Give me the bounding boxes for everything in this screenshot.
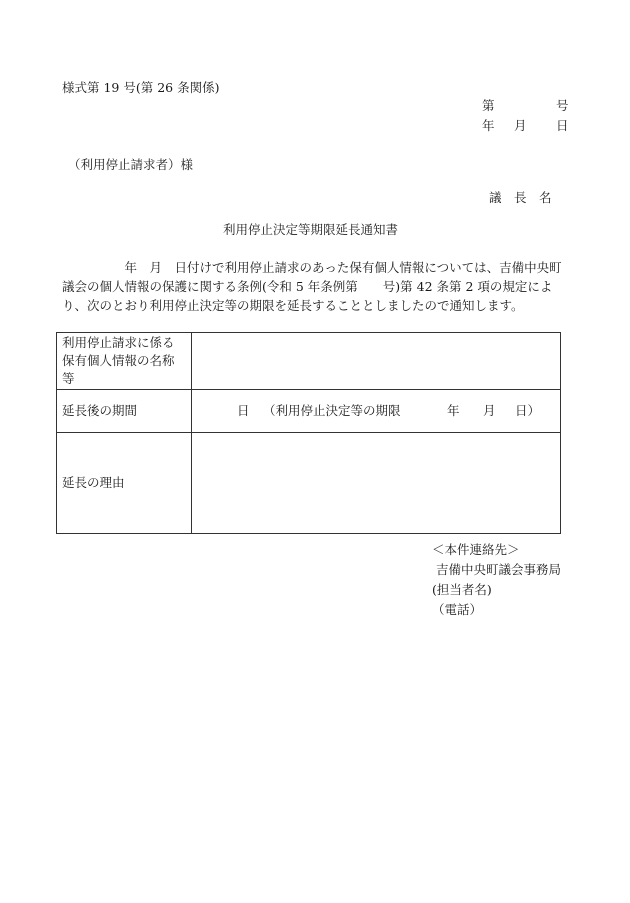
info-name-label [57, 333, 192, 390]
contact-office: 吉備中央町議会事務局 [436, 562, 562, 577]
period-deadline-label: （利用停止決定等の期限 [263, 403, 401, 418]
table-row [57, 433, 561, 534]
contact-person: (担当者名) [432, 582, 492, 597]
contact-phone: （電話） [432, 602, 483, 617]
date-month: 月 [514, 118, 527, 133]
extended-period-value [192, 390, 561, 433]
extended-period-label: 延長後の期間 [57, 390, 192, 433]
body-line-1: 年 月 日付けで利用停止請求のあった保有個人情報については、吉備中央町 [62, 260, 562, 275]
info-name-value [192, 333, 561, 390]
body-line-2: 議会の個人情報の保護に関する条例(令和 5 年条例第 号)第 42 条第 2 項の規定によ [62, 279, 553, 294]
form-number: 様式第 19 号(第 26 条関係) [62, 80, 220, 95]
label-line: 利用停止請求に係る [62, 335, 175, 350]
body-line-3: り、次のとおり利用停止決定等の期限を延長することとしましたので通知します。 [62, 298, 524, 313]
period-day: 日 [237, 403, 250, 418]
label-line: 保有個人情報の名称 [62, 353, 175, 368]
period-month: 月 [483, 403, 496, 418]
period-year: 年 [447, 403, 460, 418]
contact-block [418, 540, 561, 620]
label-line: 等 [62, 371, 75, 386]
date-day: 日 [556, 118, 569, 133]
body-text [62, 258, 572, 315]
contact-heading: ＜本件連絡先＞ [432, 542, 520, 557]
table-row [57, 390, 561, 433]
sender-name: 議 長 名 [489, 190, 552, 205]
number-prefix: 第 [482, 98, 495, 113]
number-suffix: 号 [556, 98, 569, 113]
document-title: 利用停止決定等期限延長通知書 [223, 222, 399, 237]
info-table [56, 332, 561, 534]
extension-reason-value [192, 433, 561, 534]
addressee: （利用停止請求者）様 [68, 157, 194, 172]
date-year: 年 [482, 118, 495, 133]
table-row [57, 333, 561, 390]
extension-reason-label: 延長の理由 [57, 433, 192, 534]
period-day-close: 日） [515, 403, 541, 418]
